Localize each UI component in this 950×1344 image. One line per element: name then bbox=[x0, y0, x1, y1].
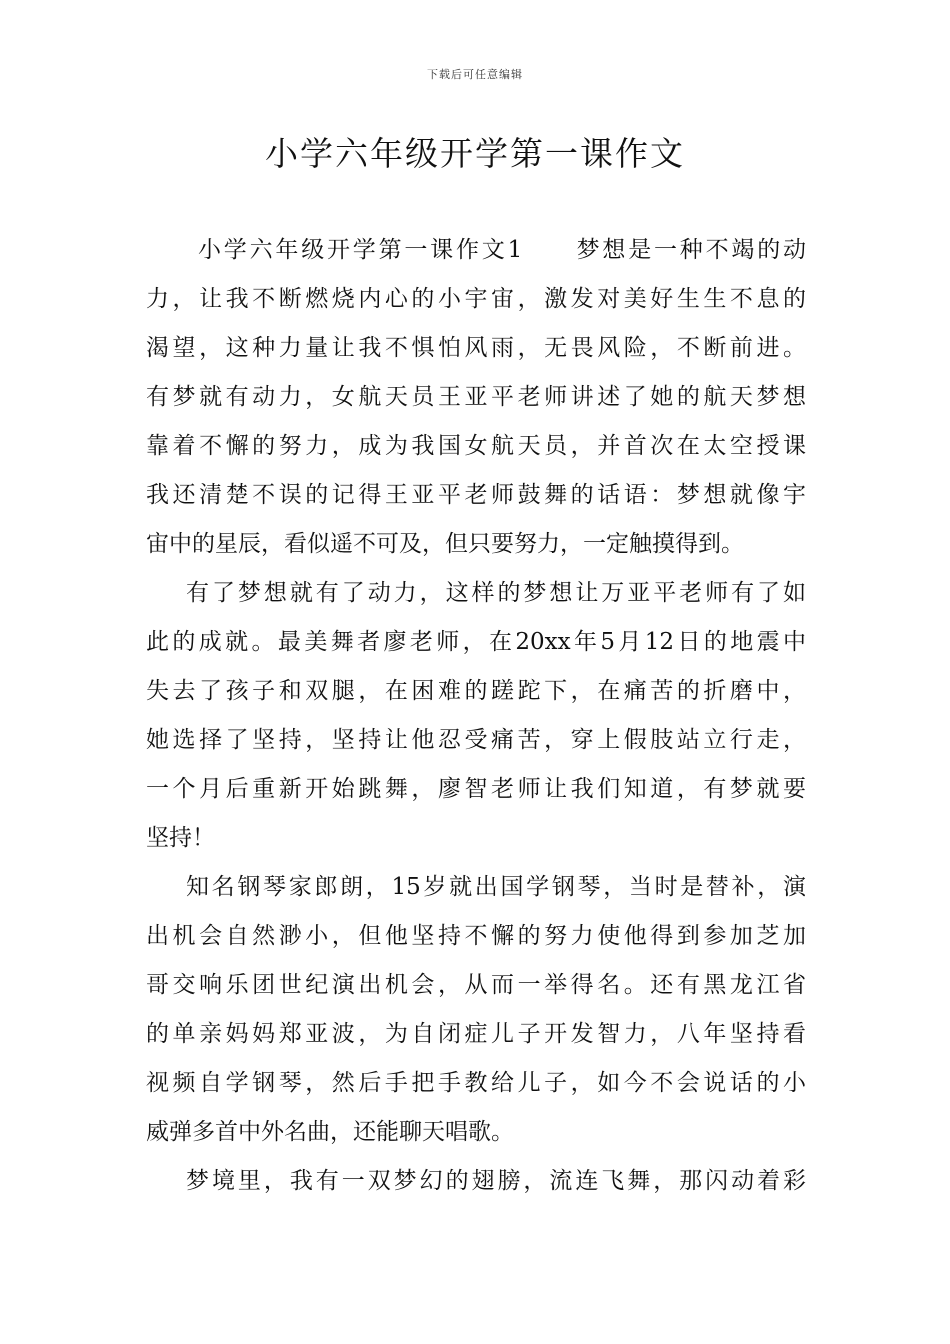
text-line: 我还清楚不误的记得王亚平老师鼓舞的话语：梦想就像宇 bbox=[146, 482, 806, 508]
text-line: 力，让我不断燃烧内心的小宇宙，激发对美好生生不息的 bbox=[146, 286, 806, 312]
text-line: 一个月后重新开始跳舞，廖智老师让我们知道，有梦就要 bbox=[146, 776, 806, 802]
text-line: 小学六年级开学第一课作文1 梦想是一种不竭的动 bbox=[198, 237, 806, 263]
text-line: 她选择了坚持，坚持让他忍受痛苦，穿上假肢站立行走， bbox=[146, 727, 806, 753]
text-line: 哥交响乐团世纪演出机会，从而一举得名。还有黑龙江省 bbox=[146, 972, 806, 998]
header-note: 下载后可任意编辑 bbox=[427, 68, 523, 81]
document-body bbox=[146, 226, 806, 1206]
paragraph-4 bbox=[146, 1157, 806, 1206]
paragraph-1 bbox=[146, 226, 806, 569]
text-line: 渴望，这种力量让我不惧怕风雨，无畏风险，不断前进。 bbox=[146, 335, 806, 361]
paragraph-2 bbox=[146, 569, 806, 863]
text-line: 坚持！ bbox=[146, 825, 215, 851]
text-line: 宙中的星辰，看似遥不可及，但只要努力，一定触摸得到。 bbox=[146, 531, 744, 557]
text-line: 失去了孩子和双腿，在困难的蹉跎下，在痛苦的折磨中， bbox=[146, 678, 806, 704]
text-line: 梦境里，我有一双梦幻的翅膀，流连飞舞，那闪动着彩 bbox=[186, 1168, 806, 1194]
text-line: 此的成就。最美舞者廖老师，在20xx年5月12日的地震中 bbox=[146, 629, 806, 655]
text-line: 出机会自然渺小，但他坚持不懈的努力使他得到参加芝加 bbox=[146, 923, 806, 949]
text-line: 有了梦想就有了动力，这样的梦想让万亚平老师有了如 bbox=[186, 580, 806, 606]
text-line: 知名钢琴家郎朗，15岁就出国学钢琴，当时是替补，演 bbox=[186, 874, 806, 900]
document-title: 小学六年级开学第一课作文 bbox=[265, 134, 685, 173]
text-line: 视频自学钢琴，然后手把手教给儿子，如今不会说话的小 bbox=[146, 1070, 806, 1096]
text-line: 有梦就有动力，女航天员王亚平老师讲述了她的航天梦想 bbox=[146, 384, 806, 410]
text-line: 威弹多首中外名曲，还能聊天唱歌。 bbox=[146, 1119, 514, 1145]
paragraph-3 bbox=[146, 863, 806, 1157]
text-line: 靠着不懈的努力，成为我国女航天员，并首次在太空授课 bbox=[146, 433, 806, 459]
text-line: 的单亲妈妈郑亚波，为自闭症儿子开发智力，八年坚持看 bbox=[146, 1021, 806, 1047]
